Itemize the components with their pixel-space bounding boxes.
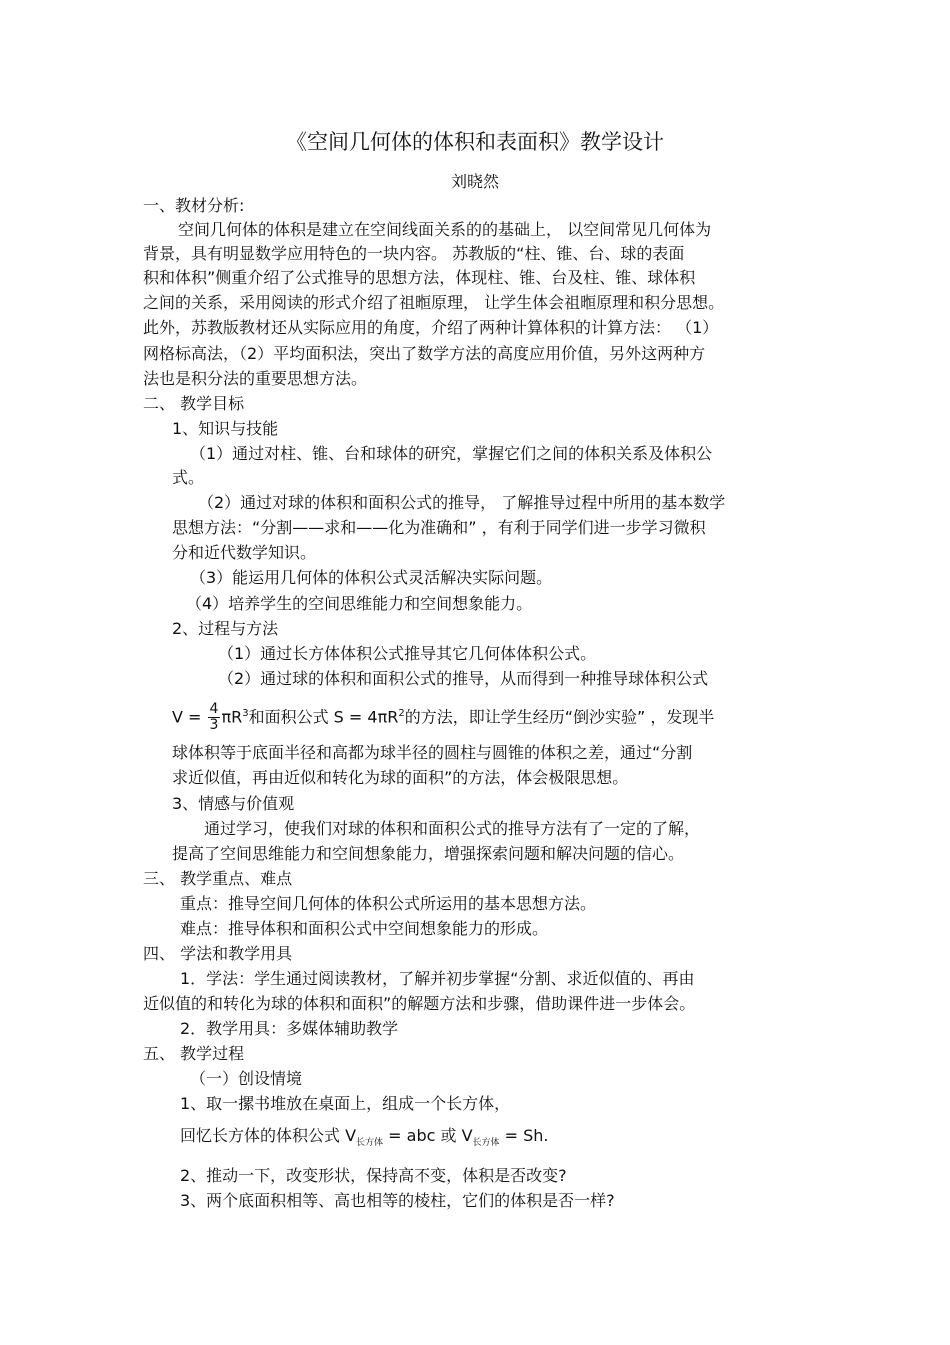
- paragraph-line: （1）通过长方体体积公式推导其它几何体体积公式。: [218, 644, 597, 663]
- formula-exponent: 2: [398, 708, 405, 719]
- paragraph-line: 空间几何体的体积是建立在空间线面关系的的基础上， 以空间常见几何体为: [178, 220, 712, 239]
- paragraph-line: 法也是积分法的重要思想方法。: [143, 369, 368, 388]
- formula-line-box: [180, 1126, 549, 1153]
- subsection-heading: 3、情感与价值观: [172, 794, 295, 813]
- formula-exponent: 3: [242, 708, 249, 719]
- paragraph-line: （2）通过球的体积和面积公式的推导，从而得到一种推导球体积公式: [218, 669, 709, 688]
- paragraph-line: 思想方法：“分割——求和——化为准确和” ，有利于同学们进一步学习微积: [172, 518, 706, 537]
- paragraph-line: （1）通过对柱、锥、台和球体的研究，掌握它们之间的体积关系及体积公: [190, 444, 713, 463]
- formula-suffix: 的方法，即让学生经历“倒沙实验” ，发现半: [404, 707, 715, 727]
- formula-line-volume: [172, 697, 714, 734]
- section-heading: 五、 教学过程: [143, 1044, 245, 1063]
- paragraph-line: （3）能运用几何体的体积公式灵活解决实际问题。: [190, 568, 553, 587]
- document-author: 刘晓然: [450, 172, 499, 191]
- paragraph-line: 1、取一摞书堆放在桌面上，组成一个长方体，: [180, 1094, 511, 1113]
- paragraph-line: 提高了空间思维能力和空间想象能力，增强探索问题和解决问题的信心。: [172, 844, 685, 863]
- subsection-heading: 1、知识与技能: [172, 419, 279, 438]
- formula-prefix: V =: [172, 707, 202, 727]
- section-heading: 一、教材分析:: [143, 196, 245, 215]
- section-heading: 二、 教学目标: [143, 394, 245, 413]
- subsection-heading: 2、过程与方法: [172, 619, 279, 638]
- paragraph-line: （2）通过对球的体积和面积公式的推导， 了解推导过程中所用的基本数学: [198, 493, 726, 512]
- paragraph-line: （4）培养学生的空间思维能力和空间想象能力。: [186, 594, 533, 613]
- paragraph-line: 2．教学用具：多媒体辅助教学: [180, 1019, 399, 1038]
- fraction: [208, 702, 221, 733]
- paragraph-line: 难点：推导体积和面积公式中空间想象能力的形成。: [180, 919, 549, 938]
- subsection-heading: （一）创设情境: [190, 1069, 303, 1088]
- formula-prefix: 回忆长方体的体积公式 V: [180, 1126, 357, 1145]
- formula-subscript: 长方体: [356, 1138, 384, 1149]
- section-heading: 三、 教学重点、难点: [143, 869, 293, 888]
- paragraph-line: 此外，苏教版教材还从实际应用的角度，介绍了两种计算体积的计算方法： （1）: [143, 318, 719, 337]
- paragraph-line: 2、推动一下，改变形状，保持高不变，体积是否改变?: [180, 1166, 567, 1185]
- paragraph-line: 求近似值，再由近似和转化为球的面积”的方法，体会极限思想。: [172, 768, 629, 787]
- paragraph-line: 通过学习，使我们对球的体积和面积公式的推导方法有了一定的了解，: [204, 819, 701, 838]
- formula-middle: = abc 或 V: [383, 1126, 473, 1145]
- paragraph-line: 背景，具有明显数学应用特色的一块内容。 苏教版的“柱、锥、台、球的表面: [143, 244, 685, 263]
- paragraph-line: 重点：推导空间几何体的体积公式所运用的基本思想方法。: [180, 894, 597, 913]
- formula-pi-r: πR: [221, 707, 243, 727]
- paragraph-line: 近似值的和转化为球的体积和面积”的解题方法和步骤，借助课件进一步体会。: [143, 994, 696, 1013]
- fraction-denominator: 3: [209, 717, 219, 734]
- paragraph-line: 式。: [172, 468, 205, 487]
- formula-suffix: = Sh.: [499, 1126, 549, 1145]
- formula-middle: 和面积公式 S = 4πR: [248, 707, 399, 727]
- document-title: 《空间几何体的体积和表面积》教学设计: [286, 130, 664, 154]
- formula-subscript: 长方体: [472, 1138, 500, 1149]
- section-heading: 四、 学法和教学用具: [143, 944, 293, 963]
- paragraph-line: 球体积等于底面半径和高都为球半径的圆柱与圆锥的体积之差，通过“分割: [172, 743, 693, 762]
- paragraph-line: 3、两个底面积相等、高也相等的棱柱，它们的体积是否一样?: [180, 1191, 615, 1210]
- paragraph-line: 分和近代数学知识。: [172, 543, 317, 562]
- paragraph-line: 积和体积”侧重介绍了公式推导的思想方法，体现柱、锥、台及柱、锥、球体积: [143, 268, 696, 287]
- paragraph-line: 之间的关系，采用阅读的形式介绍了祖暅原理， 让学生体会祖暅原理和积分思想。: [143, 293, 725, 312]
- fraction-numerator: 4: [209, 701, 219, 718]
- paragraph-line: 网格标高法，（2）平均面积法，突出了数学方法的高度应用价值，另外这两种方: [143, 344, 706, 363]
- paragraph-line: 1．学法：学生通过阅读教材，了解并初步掌握“分割、求近似值的、再由: [180, 969, 695, 988]
